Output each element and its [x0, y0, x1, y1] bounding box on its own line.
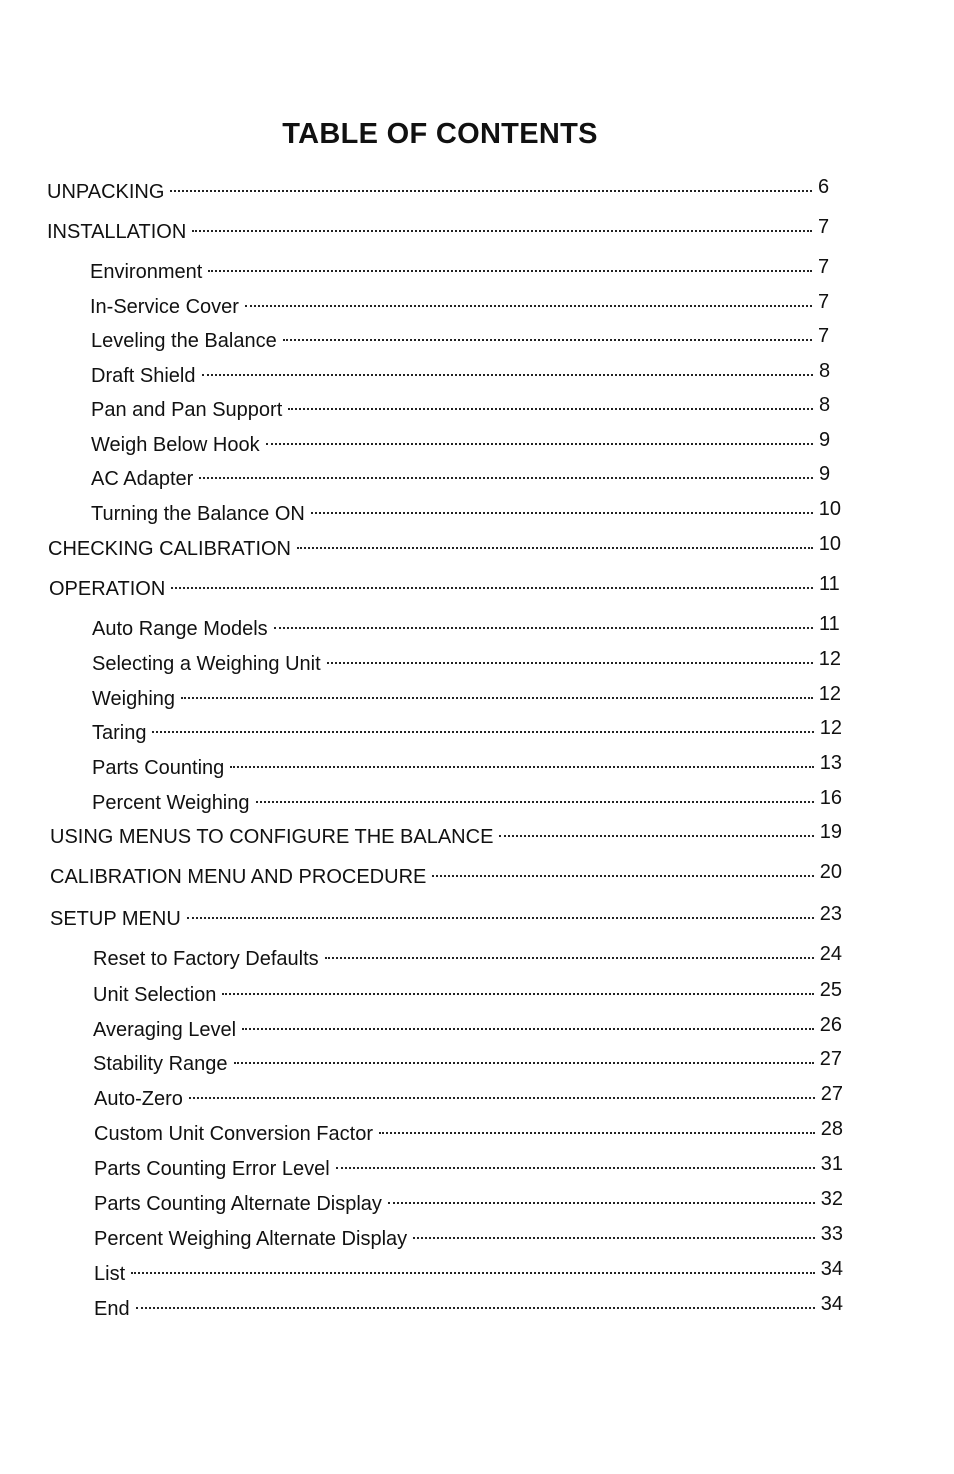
- toc-entry-page-number: 19: [819, 821, 842, 843]
- dot-leader: [230, 748, 813, 774]
- toc-entry-label: In-Service Cover: [90, 296, 239, 318]
- dot-leader: [136, 1289, 815, 1315]
- toc-entry-label: Pan and Pan Support: [91, 399, 283, 421]
- toc-entry-label: Parts Counting Error Level: [94, 1158, 330, 1180]
- toc-entry-page-number: 23: [819, 903, 842, 925]
- toc-entry: [50, 899, 842, 932]
- dot-leader: [208, 252, 812, 278]
- dot-leader: [131, 1254, 815, 1280]
- dot-leader: [283, 321, 812, 347]
- toc-entry-label: Auto Range Models: [92, 618, 268, 640]
- toc-entry: [90, 252, 840, 285]
- toc-entry-label: Parts Counting: [92, 757, 225, 779]
- toc-entry: [90, 287, 840, 320]
- dot-leader: [297, 529, 813, 555]
- dot-leader: [181, 679, 813, 705]
- dot-leader: [499, 817, 813, 843]
- toc-entry: [91, 390, 841, 423]
- toc-entry-label: CALIBRATION MENU AND PROCEDURE: [50, 866, 427, 888]
- dot-leader: [336, 1149, 815, 1175]
- toc-entry: [92, 644, 841, 677]
- toc-entry-page-number: 24: [819, 943, 842, 965]
- toc-entry-label: OPERATION: [49, 578, 166, 600]
- toc-entry-page-number: 7: [818, 216, 830, 238]
- dot-leader: [152, 713, 813, 739]
- toc-entry: [94, 1289, 843, 1322]
- dot-leader: [234, 1044, 814, 1070]
- page-title: TABLE OF CONTENTS: [282, 118, 598, 150]
- toc-entry-page-number: 32: [820, 1188, 843, 1210]
- toc-entry-page-number: 27: [819, 1048, 842, 1070]
- dot-leader: [242, 1010, 814, 1036]
- toc-entry-label: CHECKING CALIBRATION: [48, 538, 291, 560]
- toc-entry-label: INSTALLATION: [47, 221, 187, 243]
- dot-leader: [199, 459, 813, 485]
- toc-entry-page-number: 7: [818, 325, 830, 347]
- toc-entry-label: List: [94, 1263, 126, 1285]
- toc-entry-page-number: 25: [819, 979, 842, 1001]
- toc-entry-label: End: [94, 1298, 130, 1320]
- dot-leader: [222, 975, 813, 1001]
- toc-entry-label: Weigh Below Hook: [91, 434, 260, 456]
- toc-entry-page-number: 27: [820, 1083, 843, 1105]
- toc-entry-label: Averaging Level: [93, 1019, 237, 1041]
- toc-entry-label: Leveling the Balance: [91, 330, 277, 352]
- toc-entry-label: Weighing: [92, 688, 176, 710]
- toc-entry-page-number: 26: [819, 1014, 842, 1036]
- toc-entry-page-number: 20: [819, 861, 842, 883]
- toc-entry-label: Environment: [90, 261, 203, 283]
- toc-entry: [50, 857, 842, 890]
- toc-entry: [92, 783, 842, 816]
- dot-leader: [311, 494, 813, 520]
- toc-entry: [91, 459, 841, 492]
- dot-leader: [256, 783, 814, 809]
- toc-entry-label: Percent Weighing Alternate Display: [94, 1228, 408, 1250]
- toc-entry-page-number: 12: [818, 683, 841, 705]
- toc-entry: [93, 975, 842, 1008]
- dot-leader: [187, 899, 814, 925]
- toc-entry: [93, 1010, 842, 1043]
- toc-entry-label: Custom Unit Conversion Factor: [94, 1123, 373, 1145]
- toc-entry: [93, 939, 842, 972]
- toc-entry-page-number: 13: [819, 752, 842, 774]
- toc-entry-page-number: 8: [819, 360, 831, 382]
- toc-entry-page-number: 12: [818, 648, 841, 670]
- dot-leader: [413, 1219, 815, 1245]
- toc-entry-label: Stability Range: [93, 1053, 228, 1075]
- toc-entry-page-number: 16: [819, 787, 842, 809]
- toc-entry-page-number: 12: [819, 717, 842, 739]
- dot-leader: [327, 644, 813, 670]
- toc-entry-label: Draft Shield: [91, 365, 196, 387]
- toc-entry: [47, 172, 840, 205]
- dot-leader: [245, 287, 812, 313]
- toc-entry-page-number: 6: [818, 176, 830, 198]
- toc-entry-label: AC Adapter: [91, 468, 194, 490]
- toc-entry-page-number: 34: [820, 1293, 843, 1315]
- toc-entry-page-number: 11: [819, 613, 840, 635]
- toc-entry-page-number: 31: [820, 1153, 843, 1175]
- toc-entry-page-number: 28: [820, 1118, 843, 1140]
- toc-entry: [94, 1149, 843, 1182]
- toc-entry-page-number: 11: [819, 573, 840, 595]
- dot-leader: [202, 356, 814, 382]
- toc-entry: [92, 713, 842, 746]
- toc-entry-page-number: 9: [819, 463, 831, 485]
- toc-entry-label: Unit Selection: [93, 984, 217, 1006]
- toc-entry-label: Percent Weighing: [92, 792, 250, 814]
- toc-entry: [92, 679, 841, 712]
- dot-leader: [266, 425, 813, 451]
- dot-leader: [170, 172, 812, 198]
- toc-entry: [47, 212, 840, 245]
- toc-entry-label: Taring: [92, 722, 147, 744]
- dot-leader: [192, 212, 812, 238]
- toc-entry: [91, 494, 841, 527]
- dot-leader: [388, 1184, 815, 1210]
- dot-leader: [171, 569, 813, 595]
- dot-leader: [288, 390, 813, 416]
- toc-entry-page-number: 34: [820, 1258, 843, 1280]
- dot-leader: [325, 939, 814, 965]
- toc-entry-page-number: 10: [818, 498, 841, 520]
- toc-entry: [91, 321, 840, 354]
- dot-leader: [379, 1114, 815, 1140]
- toc-entry: [92, 609, 841, 642]
- toc-entry: [94, 1114, 843, 1147]
- toc-entry: [91, 425, 841, 458]
- toc-entry-page-number: 7: [818, 291, 830, 313]
- toc-entry-label: Turning the Balance ON: [91, 503, 305, 525]
- toc-entry: [94, 1184, 843, 1217]
- toc-entry-label: Selecting a Weighing Unit: [92, 653, 321, 675]
- toc-entry: [91, 356, 841, 389]
- toc-entry-page-number: 33: [820, 1223, 843, 1245]
- toc-entry: [49, 569, 841, 602]
- toc-entry: [94, 1254, 843, 1287]
- toc-entry: [92, 748, 842, 781]
- toc-entry-label: UNPACKING: [47, 181, 165, 203]
- toc-entry-label: Auto-Zero: [94, 1088, 183, 1110]
- dot-leader: [432, 857, 813, 883]
- dot-leader: [274, 609, 813, 635]
- toc-entry: [50, 817, 842, 850]
- toc-entry: [94, 1219, 843, 1252]
- toc-entry-page-number: 8: [819, 394, 831, 416]
- toc-entry-page-number: 7: [818, 256, 830, 278]
- toc-entry-label: USING MENUS TO CONFIGURE THE BALANCE: [50, 826, 494, 848]
- toc-entry: [48, 529, 841, 562]
- dot-leader: [189, 1079, 815, 1105]
- toc-entry-label: Reset to Factory Defaults: [93, 948, 319, 970]
- toc-entry-page-number: 10: [818, 533, 841, 555]
- toc-entry: [94, 1079, 843, 1112]
- toc-entry-label: SETUP MENU: [50, 908, 181, 930]
- toc-entry-page-number: 9: [819, 429, 831, 451]
- toc-entry: [93, 1044, 842, 1077]
- toc-entry-label: Parts Counting Alternate Display: [94, 1193, 382, 1215]
